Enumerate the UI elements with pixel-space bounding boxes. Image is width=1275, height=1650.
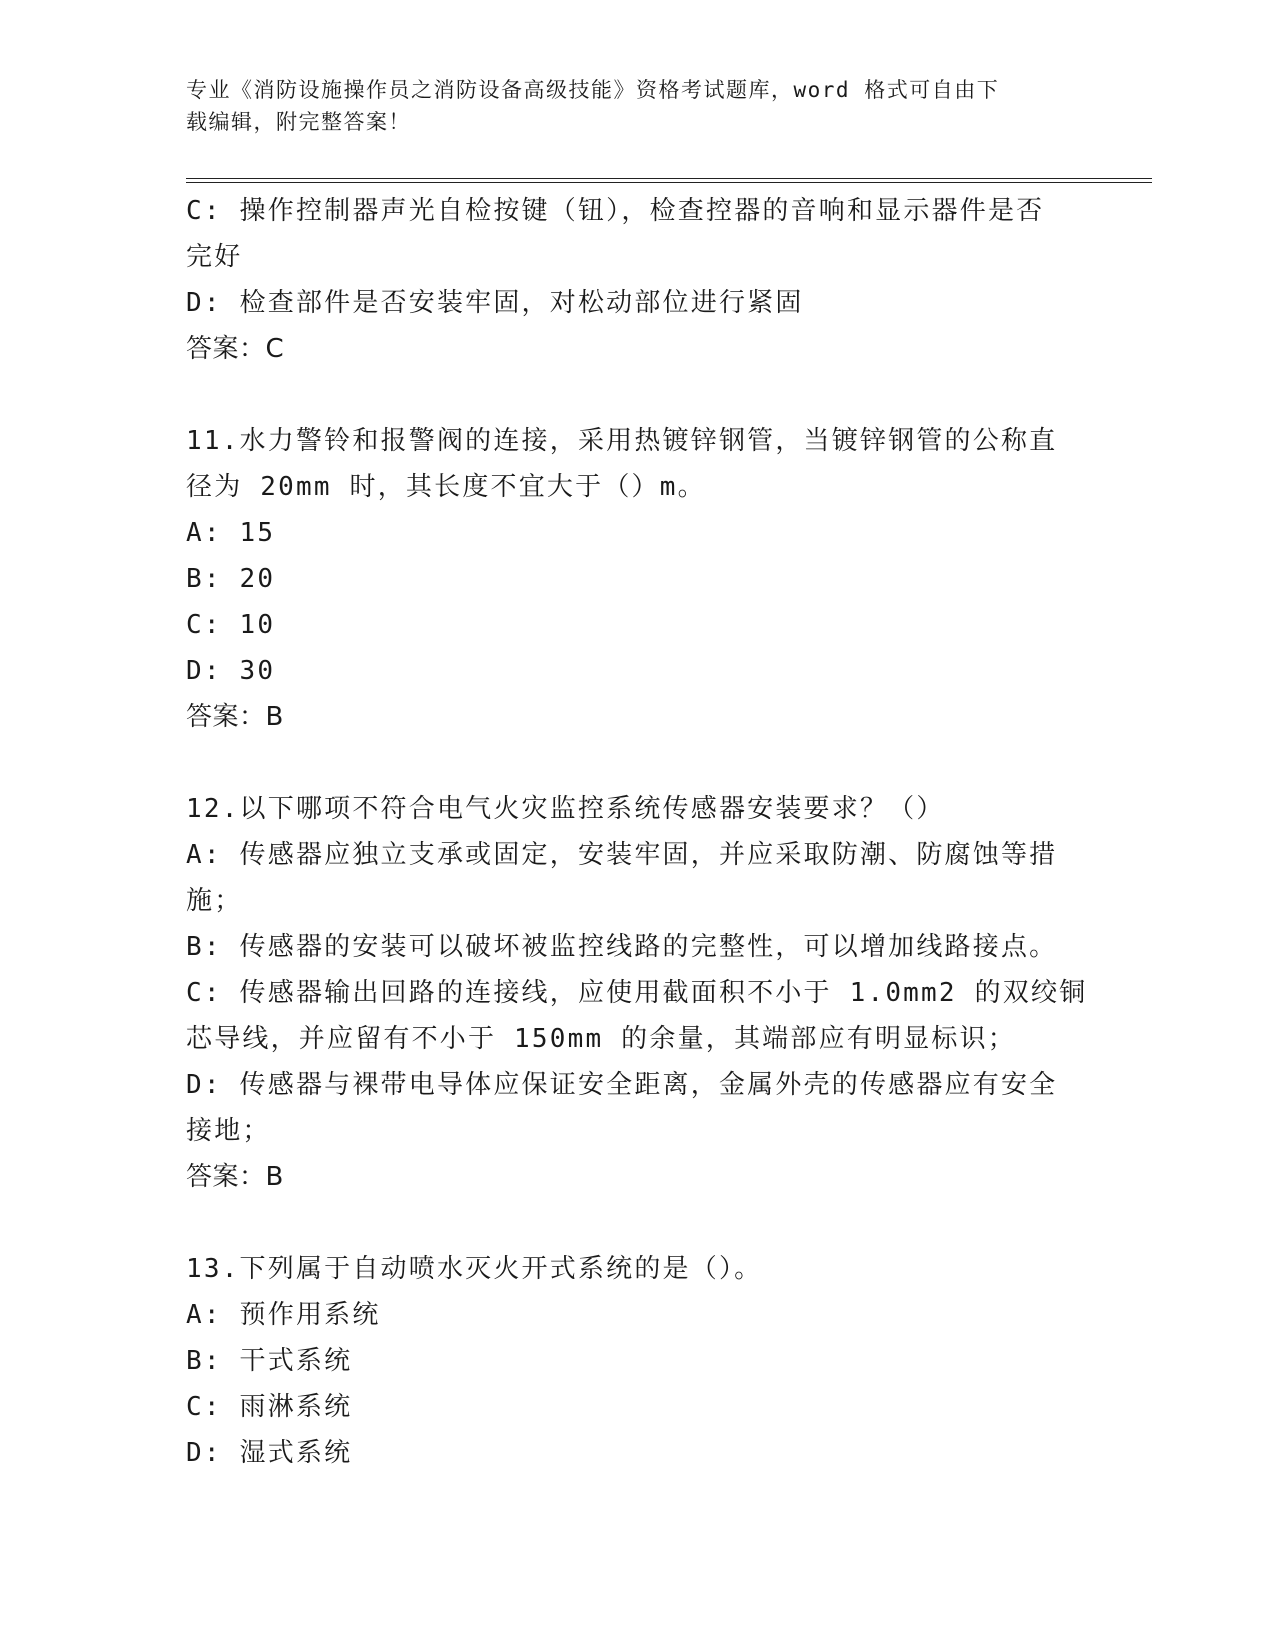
option-b: B: 传感器的安装可以破坏被监控线路的完整性，可以增加线路接点。 xyxy=(186,932,1058,962)
header-line-2: 载编辑，附完整答案！ xyxy=(186,110,411,134)
question-content xyxy=(186,188,1086,1476)
document-header xyxy=(186,74,1066,138)
question-stem: 12.以下哪项不符合电气火灾监控系统传感器安装要求？（） xyxy=(186,794,945,824)
spacer xyxy=(186,740,1086,786)
header-divider-top xyxy=(186,178,1152,179)
option-d: D: 30 xyxy=(186,656,276,686)
question-12 xyxy=(186,786,1086,1200)
option-d-line-1: D: 传感器与裸带电导体应保证安全距离，金属外壳的传感器应有安全 xyxy=(186,1070,1058,1100)
option-a: A: 预作用系统 xyxy=(186,1300,381,1330)
option-c-line-1: C: 操作控制器声光自检按键（钮），检查控器的音响和显示器件是否 xyxy=(186,196,1045,226)
answer: 答案：B xyxy=(186,702,284,732)
option-d: D: 检查部件是否安装牢固，对松动部位进行紧固 xyxy=(186,288,804,318)
spacer xyxy=(186,1200,1086,1246)
question-stem-line-2: 径为 20mm 时，其长度不宜大于（）m。 xyxy=(186,472,706,502)
option-c-line-2: 完好 xyxy=(186,242,243,272)
option-a-line-1: A: 传感器应独立支承或固定，安装牢固，并应采取防潮、防腐蚀等措 xyxy=(186,840,1058,870)
option-d: D: 湿式系统 xyxy=(186,1438,353,1468)
option-b: B: 干式系统 xyxy=(186,1346,353,1376)
option-c: C: 雨淋系统 xyxy=(186,1392,353,1422)
answer: 答案：C xyxy=(186,334,285,364)
option-a: A: 15 xyxy=(186,518,276,548)
question-11 xyxy=(186,418,1086,740)
answer: 答案：B xyxy=(186,1162,284,1192)
question-10-continued xyxy=(186,188,1086,372)
option-a-line-2: 施； xyxy=(186,886,243,916)
header-line-1: 专业《消防设施操作员之消防设备高级技能》资格考试题库，word 格式可自由下 xyxy=(186,78,1000,102)
option-c: C: 10 xyxy=(186,610,276,640)
option-b: B: 20 xyxy=(186,564,276,594)
spacer xyxy=(186,372,1086,418)
option-c-line-2: 芯导线，并应留有不小于 150mm 的余量，其端部应有明显标识； xyxy=(186,1024,1016,1054)
question-stem: 13.下列属于自动喷水灭火开式系统的是（）。 xyxy=(186,1254,763,1284)
option-d-line-2: 接地； xyxy=(186,1116,271,1146)
option-c-line-1: C: 传感器输出回路的连接线，应使用截面积不小于 1.0mm2 的双绞铜 xyxy=(186,978,1088,1008)
question-stem-line-1: 11.水力警铃和报警阀的连接，采用热镀锌钢管，当镀锌钢管的公称直 xyxy=(186,426,1058,456)
question-13 xyxy=(186,1246,1086,1476)
header-divider-bottom xyxy=(186,182,1152,183)
